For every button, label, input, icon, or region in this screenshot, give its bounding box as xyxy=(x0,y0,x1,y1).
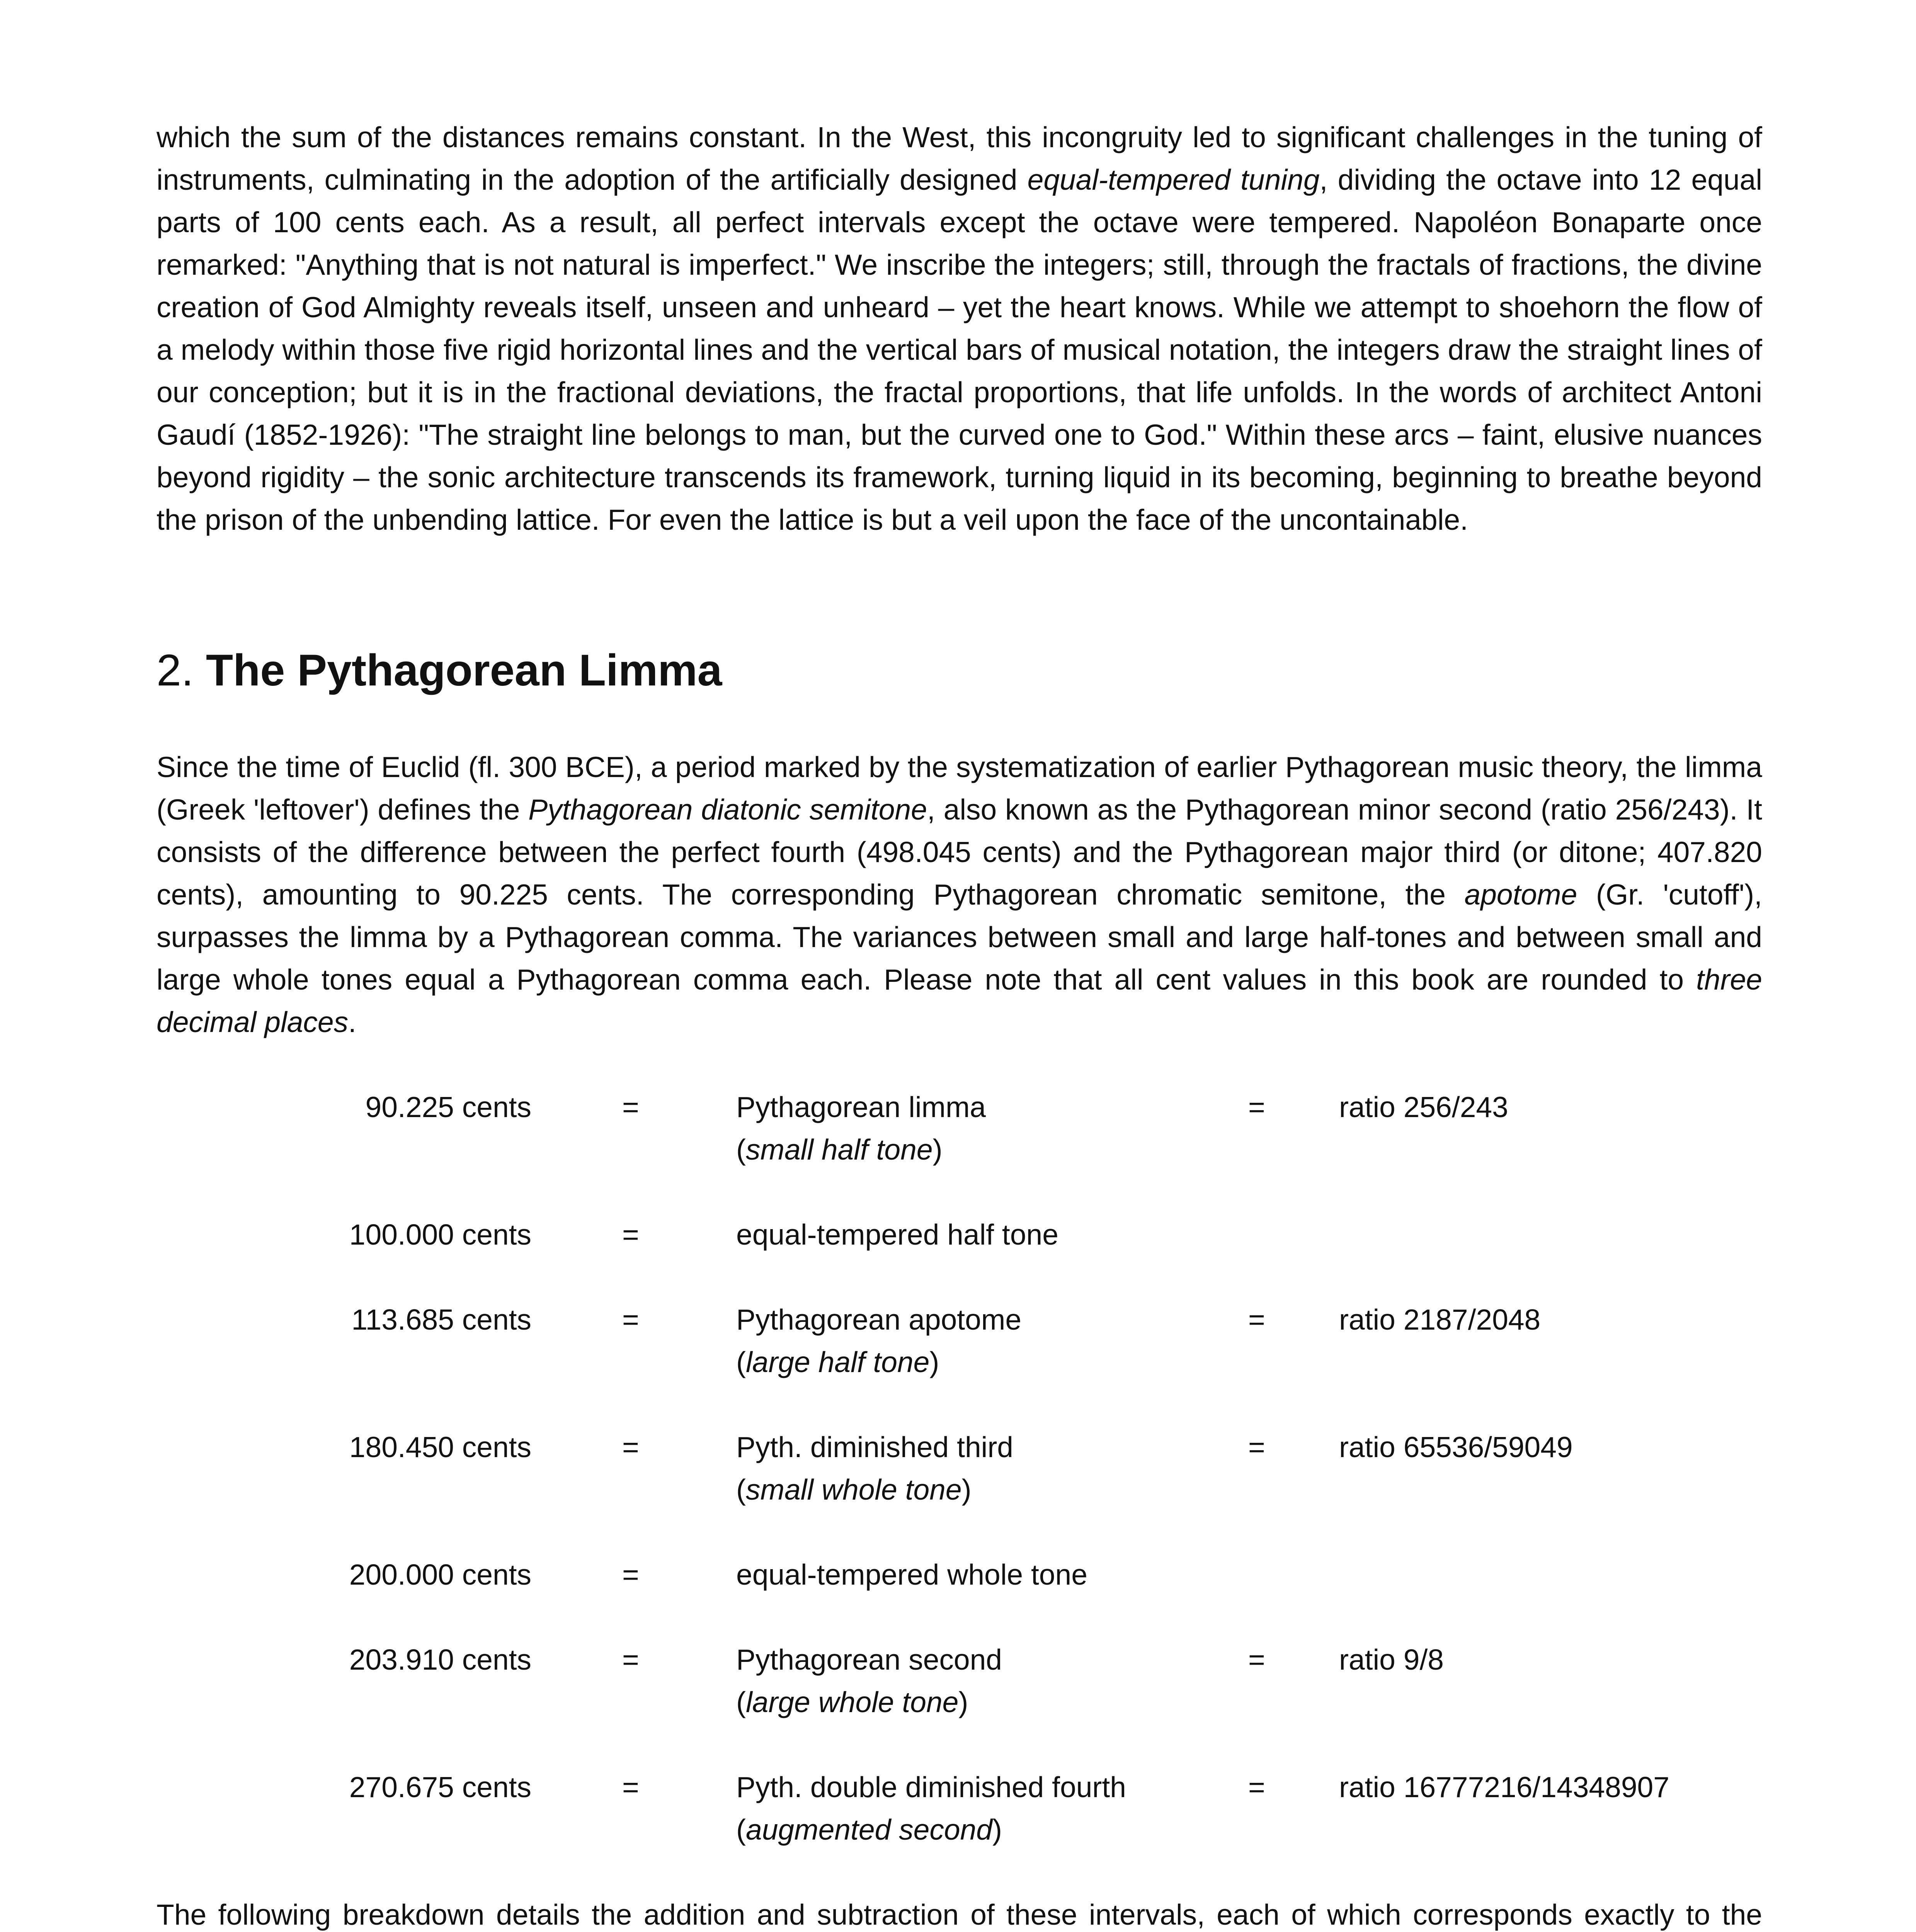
interval-row xyxy=(0,1638,1916,1723)
cents-value: 100.000 cents xyxy=(349,1218,531,1251)
intro-paragraph xyxy=(157,116,1762,541)
cents-value: 113.685 cents xyxy=(351,1303,531,1336)
cents-value: 203.910 cents xyxy=(349,1643,531,1676)
interval-row xyxy=(0,1766,1916,1851)
interval-subname: small whole tone xyxy=(745,1473,962,1506)
italic-term: three decimal places xyxy=(157,963,1762,1038)
text-span: , also known as the Pythagorean minor second (ratio 256/243). It consists of the difference between the perfect fourth (498.045 cents) and the Pythagorean major third (or ditone; 407.820 cents), amounting to 90.225 cents. The corresponding Pythagorean chromatic semitone, the xyxy=(157,793,1763,911)
equals-sign: = xyxy=(1248,1643,1265,1676)
section-number: 2. xyxy=(157,646,194,695)
interval-row xyxy=(0,1298,1916,1383)
breakdown-intro-paragraph xyxy=(157,1893,1762,1932)
ratio-value: ratio 16777216/14348907 xyxy=(1339,1771,1669,1803)
interval-row xyxy=(0,1086,1916,1171)
ratio-value: ratio 9/8 xyxy=(1339,1643,1444,1676)
italic-term: equal-tempered tuning xyxy=(1027,163,1320,196)
italic-term: apotome xyxy=(1464,878,1577,911)
equals-sign: = xyxy=(622,1643,639,1676)
interval-name: Pythagorean second xyxy=(736,1643,1002,1676)
equals-sign: = xyxy=(622,1558,639,1591)
equals-sign: = xyxy=(1248,1091,1265,1123)
section-title: The Pythagorean Limma xyxy=(206,646,722,695)
interval-subname: augmented second xyxy=(745,1813,992,1846)
text-span: . xyxy=(348,1006,356,1038)
interval-name-cell: Pyth. double diminished fourth (augmented second) xyxy=(736,1771,1126,1846)
interval-name: Pyth. double diminished fourth xyxy=(736,1771,1126,1803)
interval-name-cell: Pythagorean second (large whole tone) xyxy=(736,1643,1002,1718)
interval-name-cell: Pythagorean limma (small half tone) xyxy=(736,1091,986,1166)
text-span: Since the time of Euclid (fl. 300 BCE), a period marked by the systematization of earlier Pythagorean music theory, the limma (Greek 'leftover') defines the xyxy=(157,751,1762,826)
cents-value: 270.675 cents xyxy=(349,1771,531,1803)
interval-subname: large whole tone xyxy=(745,1686,959,1718)
cents-value: 180.450 cents xyxy=(349,1431,531,1463)
cents-value: 200.000 cents xyxy=(349,1558,531,1591)
ratio-value: ratio 2187/2048 xyxy=(1339,1303,1541,1336)
section-heading xyxy=(157,643,722,697)
text-span: , dividing the octave into 12 equal parts of 100 cents each. As a result, all perfect intervals except the octave were tempered. Napoléon Bonaparte once remarked: "Anything that is not natural is imperfect." We inscribe the integers; still, through the fractals of fractions, the divine creation of God Almighty reveals itself, unseen and unheard – yet the heart knows. While we attempt to shoehorn the flow of a melody within those five rigid horizontal lines and the vertical bars of musical notation, the integers draw the straight lines of our conception; but it is in the fractional deviations, the fractal proportions, that life unfolds. In the words of architect Antoni Gaudí (1852-1926): "The straight line belongs to man, but the curved one to God." Within these arcs – faint, elusive nuances beyond rigidity – the sonic architecture transcends its framework, turning liquid in its becoming, beginning to breathe beyond the prison of the unbending lattice. For even the lattice is but a veil upon the face of the uncontainable. xyxy=(157,163,1762,536)
cents-value: 90.225 cents xyxy=(365,1091,531,1123)
equals-sign: = xyxy=(1248,1303,1265,1336)
interval-row xyxy=(0,1553,1916,1638)
limma-paragraph xyxy=(157,746,1762,1043)
italic-term: Pythagorean diatonic semitone xyxy=(528,793,927,826)
equals-sign: = xyxy=(622,1218,639,1251)
equals-sign: = xyxy=(1248,1431,1265,1463)
ratio-value: ratio 65536/59049 xyxy=(1339,1431,1573,1463)
interval-name: Pythagorean limma xyxy=(736,1091,986,1123)
interval-subname: small half tone xyxy=(745,1133,933,1166)
interval-subname: large half tone xyxy=(745,1346,930,1378)
ratio-value: ratio 256/243 xyxy=(1339,1091,1508,1123)
text-span: which the sum of the distances remains constant. In the West, this incongruity led to significant challenges in the tuning of instruments, culminating in the adoption of the artificially designed xyxy=(157,121,1762,196)
interval-name: equal-tempered whole tone xyxy=(736,1558,1087,1591)
interval-row xyxy=(0,1426,1916,1511)
equals-sign: = xyxy=(622,1431,639,1463)
interval-row xyxy=(0,1213,1916,1298)
text-span: (Gr. 'cutoff'), surpasses the limma by a Pythagorean comma. The variances between small and large half-tones and between small and large whole tones equal a Pythagorean comma each. Please note that all cent values in this book are rounded to xyxy=(157,878,1762,996)
text-span: The following breakdown details the addition and subtraction of these intervals, each of which corresponds exactly to the xyxy=(157,1898,1762,1931)
equals-sign: = xyxy=(622,1771,639,1803)
interval-name-cell: Pyth. diminished third (small whole tone) xyxy=(736,1431,1014,1506)
interval-name: equal-tempered half tone xyxy=(736,1218,1058,1251)
interval-name-cell: Pythagorean apotome (large half tone) xyxy=(736,1303,1022,1378)
equals-sign: = xyxy=(1248,1771,1265,1803)
equals-sign: = xyxy=(622,1091,639,1123)
interval-name: Pyth. diminished third xyxy=(736,1431,1014,1463)
interval-name: Pythagorean apotome xyxy=(736,1303,1022,1336)
equals-sign: = xyxy=(622,1303,639,1336)
